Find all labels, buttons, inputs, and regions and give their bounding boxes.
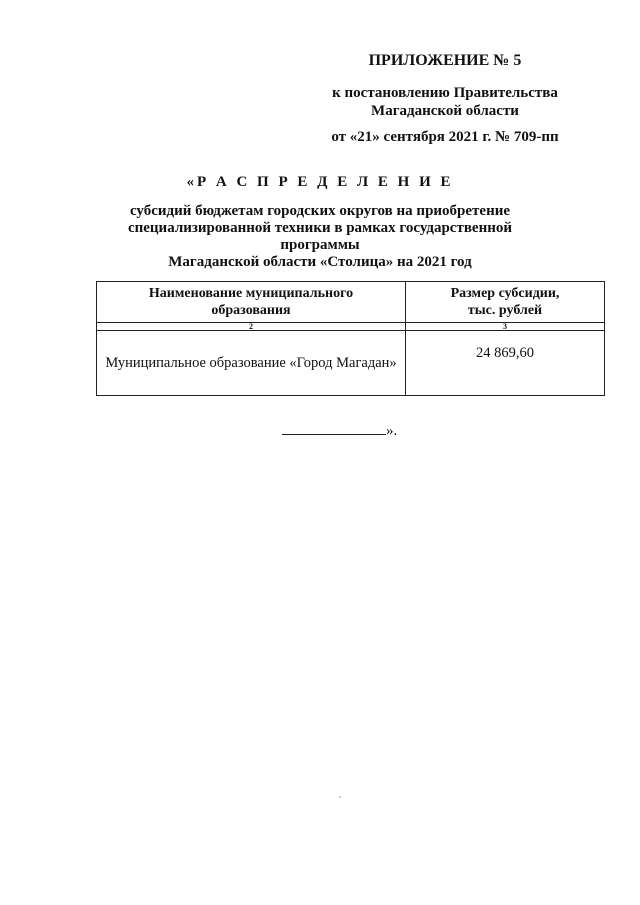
heading-line-3: Магаданской области «Столица» на 2021 год: [168, 254, 472, 270]
scan-speck: [339, 796, 341, 798]
header-name-line-2: образования: [211, 303, 291, 318]
appendix-line-2: Магаданской области: [371, 103, 519, 119]
heading-line-1: субсидий бюджетам городских округов на приобретение: [129, 203, 511, 219]
appendix-title: ПРИЛОЖЕНИЕ № 5: [368, 52, 522, 69]
row-municipality-name: Муниципальное образование «Город Магадан»: [97, 331, 406, 396]
table-row: [97, 331, 605, 396]
header-name-cell: [97, 282, 406, 323]
closing-line: [282, 420, 397, 440]
column-number-name: 2: [97, 323, 406, 331]
document-heading: [90, 174, 550, 271]
appendix-line-1: к постановлению Правительства: [332, 85, 558, 101]
closing-underline: [282, 420, 386, 435]
header-name-line-1: Наименование муниципального: [148, 286, 354, 301]
closing-mark: ».: [386, 423, 398, 439]
heading-line-2: специализированной техники в рамках государственной программы: [127, 220, 513, 253]
row-subsidy-amount: 24 869,60: [406, 331, 605, 396]
header-amount-line-2: тыс. рублей: [467, 303, 543, 318]
appendix-date-line: от «21» сентября 2021 г. № 709-пп: [331, 129, 559, 145]
table-header-row: [97, 282, 605, 323]
heading-title: «Р А С П Р Е Д Е Л Е Н И Е: [186, 174, 454, 190]
distribution-table: [96, 281, 605, 396]
column-number-row: [97, 323, 605, 331]
header-amount-line-1: Размер субсидии,: [450, 286, 560, 301]
appendix-block: [300, 52, 590, 146]
header-amount-cell: [406, 282, 605, 323]
column-number-amount: 3: [406, 323, 605, 331]
